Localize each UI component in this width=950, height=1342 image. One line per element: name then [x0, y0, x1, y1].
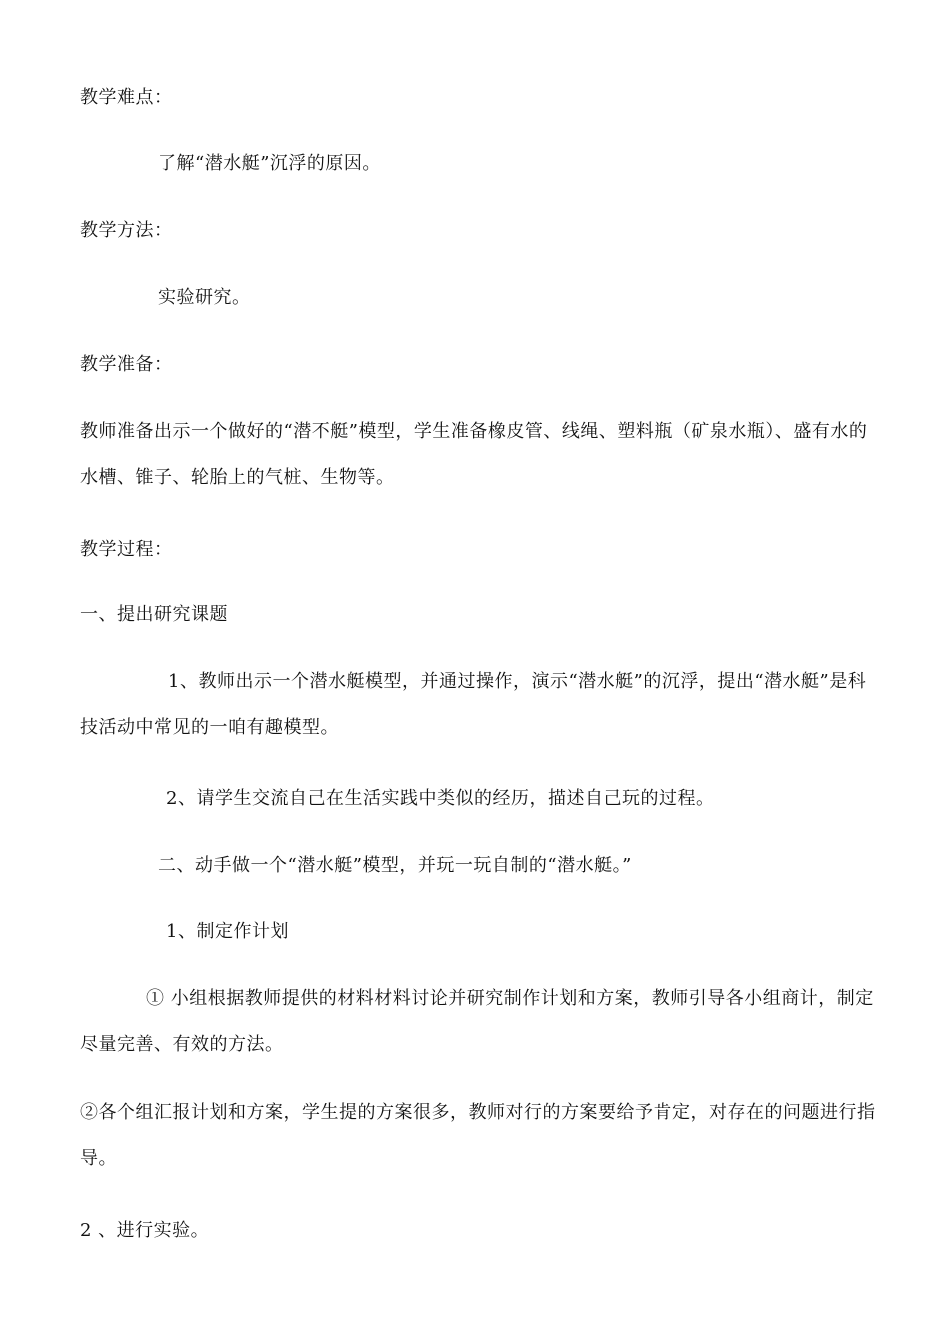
sub-item-2-paragraph: ②各个组汇报计划和方案，学生提的方案很多，教师对行的方案要给予肯定，对存在的问题进行指导。 — [80, 1102, 876, 1169]
heading-teaching-method: 教学方法： — [80, 220, 173, 241]
item-2-1-text: 1、制定作计划 — [166, 921, 289, 942]
heading-teaching-preparation: 教学准备： — [80, 354, 173, 375]
item-1-1-paragraph: 1、教师出示一个潜水艇模型，并通过操作，演示“潜水艇”的沉浮，提出“潜水艇”是科技活动中常见的一咱有趣模型。 — [80, 671, 867, 738]
item-2-2-text: 2 、进行实验。 — [80, 1220, 210, 1241]
preparation-paragraph: 教师准备出示一个做好的“潜不艇”模型，学生准备橡皮管、线绳、塑料瓶（矿泉水瓶）、盛有水的水槽、锥子、轮胎上的气桩、生物等。 — [80, 421, 868, 488]
section-two-heading: 二、动手做一个“潜水艇”模型，并玩一玩自制的“潜水艇。” — [158, 855, 632, 876]
sub-item-1-paragraph: ① 小组根据教师提供的材料材料讨论并研究制作计划和方案，教师引导各小组商计，制定尽量完善、有效的方法。 — [80, 988, 874, 1055]
difficulty-text: 了解“潜水艇”沉浮的原因。 — [158, 153, 381, 174]
heading-teaching-process: 教学过程： — [80, 539, 173, 560]
item-1-2-text: 2、请学生交流自己在生活实践中类似的经历，描述自己玩的过程。 — [166, 788, 715, 809]
method-text: 实验研究。 — [158, 287, 251, 308]
section-one-heading: 一、提出研究课题 — [80, 604, 228, 625]
heading-teaching-difficulty: 教学难点： — [80, 87, 173, 108]
